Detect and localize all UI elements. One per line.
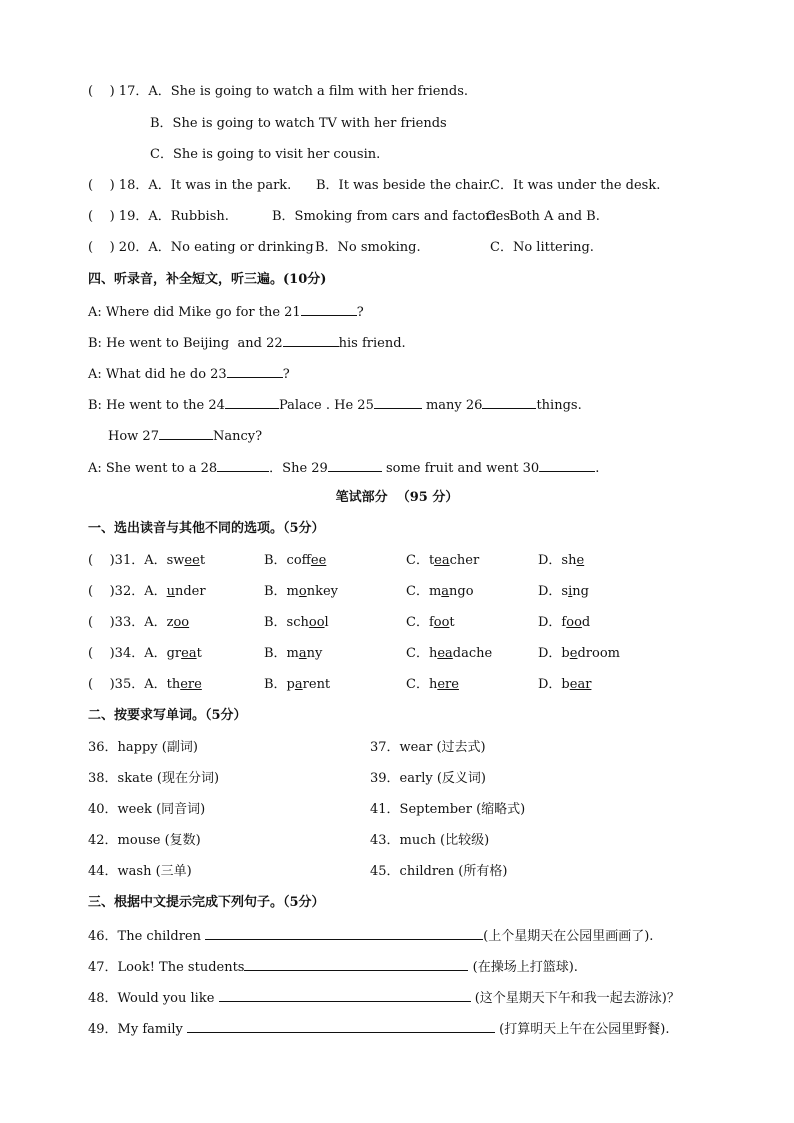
question-20-option-b: B．No smoking. — [315, 240, 421, 255]
blank-27[interactable] — [159, 427, 213, 440]
question-34-option-b: B．many — [264, 646, 323, 661]
dialogue-line-2: B: He went to Beijing and 22 his friend. — [88, 336, 406, 351]
dialogue-line-6: A: She went to a 28 ．She 29 some fruit and went 30 . — [88, 461, 600, 476]
question-31: ( )31．A．sweet — [88, 553, 206, 568]
question-33-option-b: B．school — [264, 615, 329, 630]
word-task-44: 44．wash (三单) — [88, 864, 192, 879]
blank-25[interactable] — [374, 396, 422, 409]
question-32: ( )32．A．under — [88, 584, 206, 599]
blank-28[interactable] — [217, 459, 269, 472]
blank-24[interactable] — [225, 396, 279, 409]
question-19: ( ) 19．A．Rubbish. — [88, 209, 229, 224]
blank-21[interactable] — [301, 303, 357, 316]
section-3-heading: 三、根据中文提示完成下列句子。（5分） — [88, 895, 325, 910]
word-task-42: 42．mouse (复数) — [88, 833, 201, 848]
sentence-46: 46．The children (上个星期天在公园里画画了). — [88, 929, 654, 944]
question-32-option-b: B．monkey — [264, 584, 339, 599]
answer-line-47[interactable] — [244, 958, 468, 971]
question-17: ( ) 17．A．She is going to watch a film with her friends. — [88, 84, 468, 99]
dialogue-line-5: How 27 Nancy? — [108, 429, 263, 444]
section-2-heading: 二、按要求写单词。（5分） — [88, 708, 247, 723]
question-33-option-c: C．foot — [406, 615, 455, 630]
question-31-option-c: C．teacher — [406, 553, 480, 568]
question-33-option-d: D．food — [538, 615, 591, 630]
question-33: ( )33．A．zoo — [88, 615, 190, 630]
sentence-49: 49．My family (打算明天上午在公园里野餐). — [88, 1022, 670, 1037]
question-18: ( ) 18．A．It was in the park. — [88, 178, 292, 193]
question-34-option-c: C．headache — [406, 646, 493, 661]
question-19-option-c: C．Both A and B. — [486, 209, 600, 224]
dialogue-line-1: A: Where did Mike go for the 21 ? — [88, 305, 364, 320]
blank-22[interactable] — [283, 334, 339, 347]
question-34: ( )34．A．great — [88, 646, 202, 661]
question-31-option-b: B．coffee — [264, 553, 327, 568]
blank-23[interactable] — [227, 365, 283, 378]
question-35: ( )35．A．there — [88, 677, 202, 692]
answer-line-49[interactable] — [187, 1020, 495, 1033]
word-task-39: 39．early (反义词) — [370, 771, 486, 786]
word-task-45: 45．children (所有格) — [370, 864, 508, 879]
answer-line-46[interactable] — [205, 927, 483, 940]
section-4-heading: 四、听录音，补全短文，听三遍。(10分) — [88, 272, 327, 287]
word-task-43: 43．much (比较级) — [370, 833, 490, 848]
question-20: ( ) 20．A．No eating or drinking — [88, 240, 314, 255]
word-task-36: 36．happy (副词) — [88, 740, 198, 755]
word-task-38: 38．skate (现在分词) — [88, 771, 220, 786]
blank-26[interactable] — [482, 396, 536, 409]
blank-30[interactable] — [539, 459, 595, 472]
word-task-37: 37．wear (过去式) — [370, 740, 486, 755]
dialogue-line-3: A: What did he do 23 ? — [88, 367, 290, 382]
question-34-option-d: D．bedroom — [538, 646, 620, 661]
question-32-option-d: D．sing — [538, 584, 589, 599]
question-35-option-c: C．here — [406, 677, 459, 692]
blank-29[interactable] — [328, 459, 382, 472]
question-20-option-c: C．No littering. — [490, 240, 594, 255]
question-17-option-b: B．She is going to watch TV with her friends — [150, 116, 447, 131]
answer-line-48[interactable] — [219, 989, 471, 1002]
question-17-option-c: C．She is going to visit her cousin. — [150, 147, 381, 162]
question-31-option-d: D．she — [538, 553, 585, 568]
written-part-heading: 笔试部分 （95 分） — [335, 490, 459, 505]
word-task-40: 40．week (同音词) — [88, 802, 206, 817]
dialogue-line-4: B: He went to the 24 Palace . He 25 many 26 things. — [88, 398, 582, 413]
question-35-option-b: B．parent — [264, 677, 331, 692]
question-32-option-c: C．mango — [406, 584, 474, 599]
question-18-option-b: B．It was beside the chair. — [316, 178, 492, 193]
word-task-41: 41．September (缩略式) — [370, 802, 526, 817]
question-19-option-b: B．Smoking from cars and factories. — [272, 209, 515, 224]
sentence-48: 48．Would you like (这个星期天下午和我一起去游泳)？ — [88, 991, 680, 1006]
section-1-heading: 一、选出读音与其他不同的选项。（5分） — [88, 521, 325, 536]
sentence-47: 47．Look! The students (在操场上打篮球). — [88, 960, 578, 975]
question-35-option-d: D．bear — [538, 677, 592, 692]
question-18-option-c: C．It was under the desk. — [490, 178, 661, 193]
